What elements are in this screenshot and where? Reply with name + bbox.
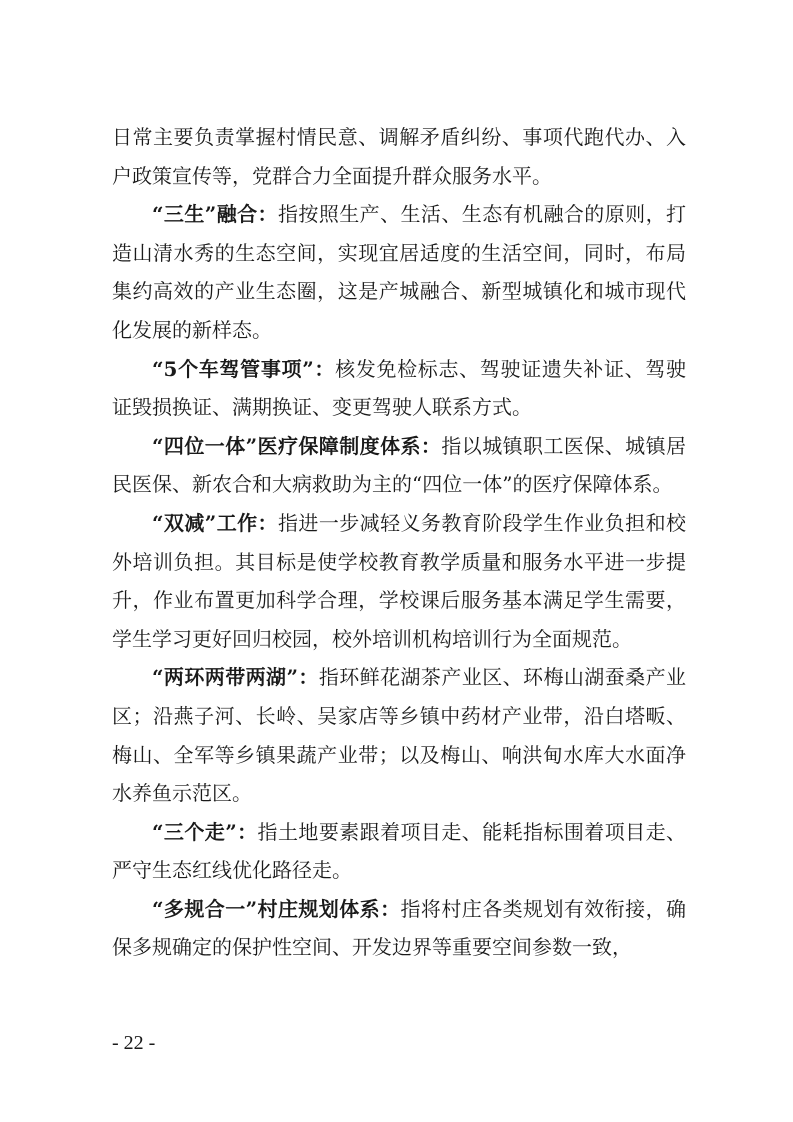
paragraph-sangezou <box>112 813 686 890</box>
definition-lianghuan: 指环鲜花湖茶产业区、环梅山湖蚕桑产业区；沿燕子河、长岭、吴家店等乡镇中药材产业带，沿白塔畈、梅山、全军等乡镇果蔬产业带；以及梅山、响洪甸水库大水面净水养鱼示范区。 <box>112 665 686 806</box>
paragraph-shuangjian <box>112 504 686 658</box>
term-duoguiheyi: “多规合一”村庄规划体系： <box>152 896 401 921</box>
term-sansheng: “三生”融合： <box>152 202 278 227</box>
definition-shuangjian: 指进一步减轻义务教育阶段学生作业负担和校外培训负担。其目标是使学校教育教学质量和服务水平进一步提升，作业布置更加科学合理，学校课后服务基本满足学生需要，学生学习更好回归校园，校外培训机构培训行为全面规范。 <box>112 510 686 651</box>
paragraph-chejiaguan <box>112 350 686 427</box>
paragraph-1 <box>112 118 686 195</box>
definition-sansheng: 指按照生产、生活、生态有机融合的原则，打造山清水秀的生态空间，实现宜居适度的生活空间，同时，布局集约高效的产业生态圈，这是产城融合、新型城镇化和城市现代化发展的新样态。 <box>112 202 686 342</box>
paragraph-sansheng <box>112 195 686 349</box>
term-lianghuan: “两环两带两湖”： <box>152 665 319 690</box>
page-number: - 22 - <box>112 1032 156 1054</box>
definition-chejiaguan: 核发免检标志、驾驶证遗失补证、驾驶证毁损换证、满期换证、变更驾驶人联系方式。 <box>112 356 686 420</box>
definition-siweiyiti: 指以城镇职工医保、城镇居民医保、新农合和大病救助为主的“四位一体”的医疗保障体系。 <box>112 433 687 497</box>
paragraph-1-text: 日常主要负责掌握村情民意、调解矛盾纠纷、事项代跑代办、入户政策宣传等，党群合力全面提升群众服务水平。 <box>112 125 686 188</box>
definition-duoguiheyi: 指将村庄各类规划有效衔接，确保多规确定的保护性空间、开发边界等重要空间参数一致， <box>112 896 686 960</box>
term-siweiyiti: “四位一体”医疗保障制度体系： <box>152 433 442 458</box>
term-shuangjian: “双减”工作： <box>152 510 278 535</box>
paragraph-lianghuan <box>112 658 686 812</box>
body-text <box>112 118 686 967</box>
definition-sangezou: 指土地要素跟着项目走、能耗指标围着项目走、严守生态红线优化路径走。 <box>112 819 686 883</box>
paragraph-siweiyiti <box>112 427 686 504</box>
term-sangezou: “三个走”： <box>152 819 258 844</box>
term-chejiaguan: “5个车驾管事项”： <box>152 356 336 381</box>
paragraph-duoguiheyi <box>112 890 686 967</box>
